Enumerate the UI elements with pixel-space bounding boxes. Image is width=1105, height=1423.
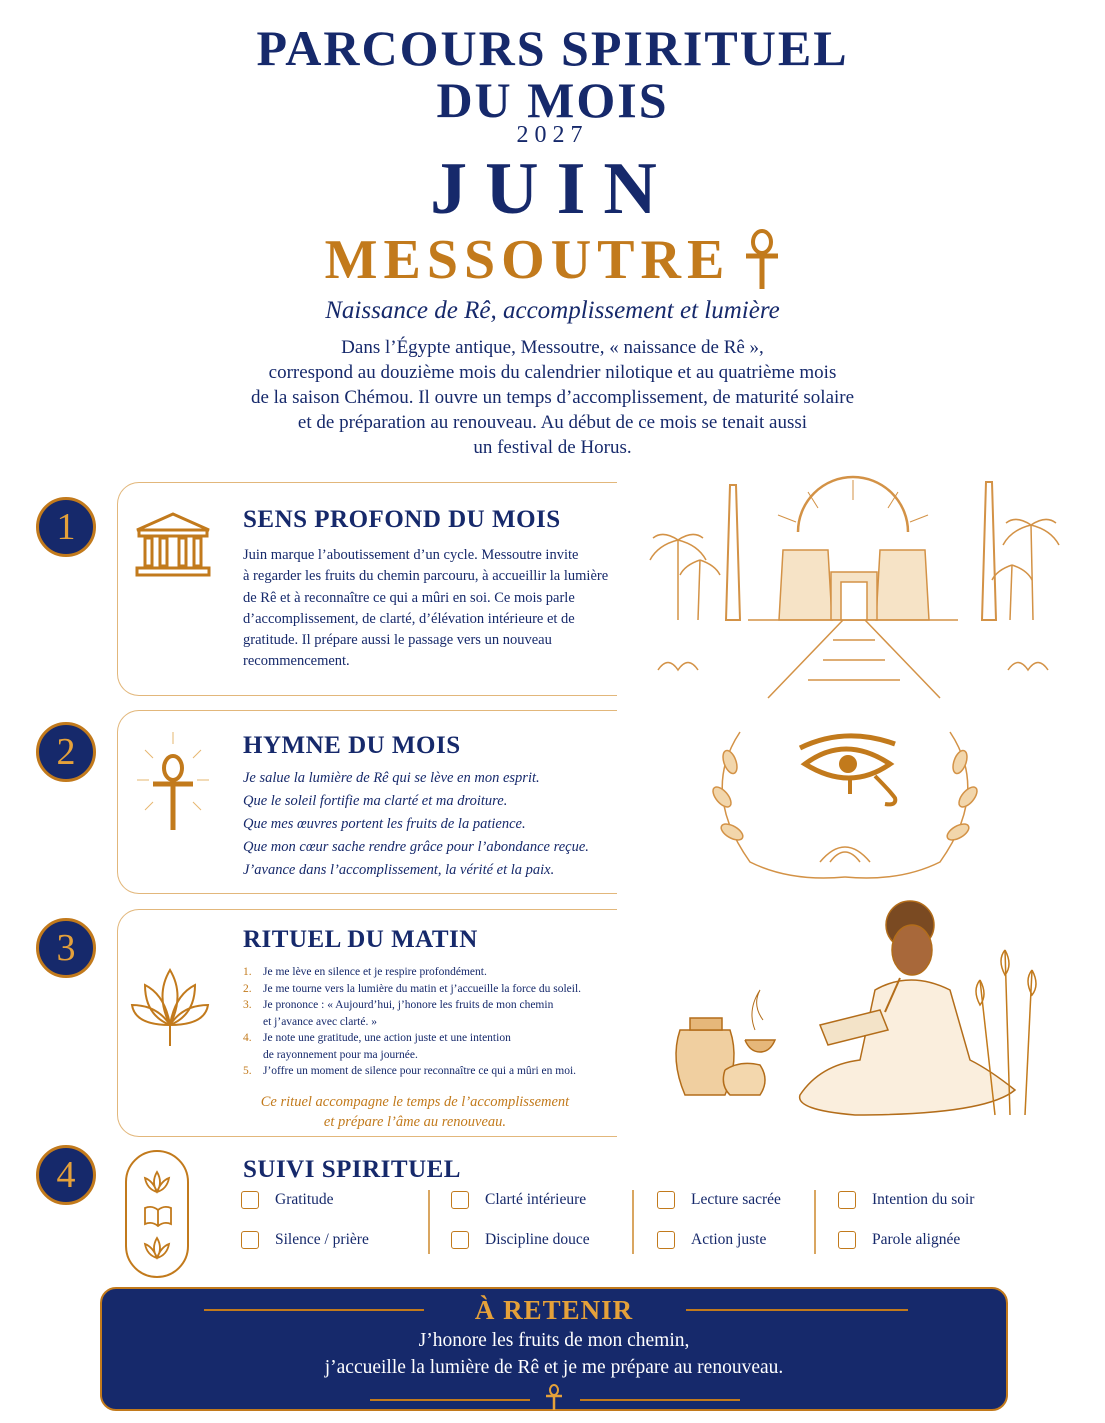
hymn-line: Je salue la lumière de Rê qui se lève en mon esprit.: [243, 770, 540, 786]
checkbox[interactable]: [838, 1191, 856, 1209]
intro-text: [193, 335, 913, 460]
ankh-icon: [744, 229, 780, 291]
eye-of-horus-icon: [700, 712, 990, 882]
intro-line: un festival de Horus.: [473, 437, 632, 458]
lotus-icon: [130, 960, 210, 1050]
text-line: Juin marque l’aboutissement d’un cycle. Messoutre invite: [243, 547, 579, 563]
section-number-3: 3: [36, 918, 96, 978]
checkbox[interactable]: [838, 1231, 856, 1249]
divider: [632, 1190, 634, 1254]
tracker-column-4: [838, 1190, 974, 1270]
tracker-item[interactable]: Gratitude: [241, 1190, 369, 1210]
intro-line: de la saison Chémou. Il ouvre un temps d’accomplissement, de maturité solaire: [250, 387, 855, 408]
hymn-text: [243, 767, 643, 882]
retain-title: À RETENIR: [474, 1295, 634, 1325]
ritual-step: 4. Je note une gratitude, une action juste et une intention de rayonnement pour ma journée.: [243, 1032, 511, 1061]
tracker-item[interactable]: Action juste: [657, 1230, 781, 1250]
text-line: recommencement.: [243, 653, 350, 670]
text-line: de Rê et à reconnaître ce qui a mûri en soi. Ce mois parle: [243, 589, 575, 606]
lotus-icon: [143, 1236, 171, 1260]
text-line: à regarder les fruits du chemin parcouru, à accueillir la lumière: [243, 568, 609, 585]
tracker-column-3: [657, 1190, 781, 1270]
ankh-icon: [543, 1384, 565, 1410]
temple-icon: [133, 512, 213, 578]
intro-line: Dans l’Égypte antique, Messoutre, « naissance de Rê »,: [341, 337, 764, 358]
retain-line2: j’accueille la lumière de Rê et je me prépare au renouveau.: [324, 1357, 784, 1378]
section-number-4: 4: [36, 1145, 96, 1205]
month-name: JUIN: [430, 148, 675, 230]
section-title-1: SENS PROFOND DU MOIS: [243, 506, 561, 533]
checkbox[interactable]: [241, 1191, 259, 1209]
woman-writing-illustration: [660, 890, 1055, 1120]
section-text-1: [243, 545, 623, 673]
section-number-2: 2: [36, 722, 96, 782]
book-icon: [143, 1204, 173, 1228]
hymn-line: Que le soleil fortifie ma clarté et ma droiture.: [243, 793, 508, 809]
divider: [686, 1309, 908, 1311]
intro-line: correspond au douzième mois du calendrier nilotique et au quatrième mois: [268, 362, 837, 383]
egyptian-month-name: MESSOUTRE: [324, 229, 731, 291]
ritual-step: 2. Je me tourne vers la lumière du matin et j’accueille la force du soleil.: [243, 982, 582, 995]
ritual-step: 1. Je me lève en silence et je respire profondément.: [243, 966, 487, 978]
text-line: d’accomplissement, de clarté, d’élévation intérieure et de: [243, 610, 575, 627]
divider: [370, 1399, 530, 1401]
text-line: gratitude. Il prépare aussi le passage vers un nouveau: [243, 632, 552, 649]
tracker-item[interactable]: Parole alignée: [838, 1230, 974, 1250]
divider: [428, 1190, 430, 1254]
temple-illustration: [648, 470, 1060, 700]
ankh-icon: [135, 730, 211, 840]
divider: [204, 1309, 424, 1311]
checkbox[interactable]: [451, 1231, 469, 1249]
intro-line: et de préparation au renouveau. Au début de ce mois se tenait aussi: [297, 412, 808, 433]
tracker-item[interactable]: Clarté intérieure: [451, 1190, 590, 1210]
divider: [580, 1399, 740, 1401]
tracker-column-2: [451, 1190, 590, 1270]
section-title-3: RITUEL DU MATIN: [243, 926, 478, 953]
checkbox[interactable]: [241, 1231, 259, 1249]
tracker-item[interactable]: Lecture sacrée: [657, 1190, 781, 1210]
tracker-item[interactable]: Silence / prière: [241, 1230, 369, 1250]
ritual-step: 5. J’offre un moment de silence pour reconnaître ce qui a mûri en moi.: [243, 1065, 577, 1077]
lotus-icon: [143, 1170, 171, 1194]
header: [0, 22, 1105, 460]
hymn-line: J’avance dans l’accomplissement, la vérité et la paix.: [243, 862, 555, 878]
tracker-column-1: [241, 1190, 369, 1270]
checkbox[interactable]: [657, 1191, 675, 1209]
ritual-step: 3. Je prononce : « Aujourd’hui, j’honore les fruits de mon chemin et j’avance avec clarté. »: [243, 999, 554, 1028]
page-title-line1: PARCOURS SPIRITUEL: [256, 20, 849, 76]
hymn-line: Que mes œuvres portent les fruits de la patience.: [243, 816, 526, 832]
hymn-line: Que mon cœur sache rendre grâce pour l’abondance reçue.: [243, 839, 589, 855]
section-title-4: SUIVI SPIRITUEL: [243, 1156, 461, 1183]
ritual-note: Ce rituel accompagne le temps de l’accomplissement et prépare l’âme au renouveau.: [260, 1094, 570, 1130]
retain-banner: [100, 1287, 1008, 1411]
section-number-1: 1: [36, 497, 96, 557]
tracker-item[interactable]: Discipline douce: [451, 1230, 590, 1250]
section-title-2: HYMNE DU MOIS: [243, 732, 461, 759]
checkbox[interactable]: [657, 1231, 675, 1249]
divider: [814, 1190, 816, 1254]
egyptian-month: [325, 229, 781, 291]
checkbox[interactable]: [451, 1191, 469, 1209]
page-title-line2: DU MOIS: [436, 72, 669, 128]
retain-line1: J’honore les fruits de mon chemin,: [418, 1330, 690, 1351]
ritual-steps: [243, 964, 663, 1080]
tracker-item[interactable]: Intention du soir: [838, 1190, 974, 1210]
year: 2027: [516, 122, 589, 148]
subtitle: Naissance de Rê, accomplissement et lumière: [325, 297, 780, 324]
